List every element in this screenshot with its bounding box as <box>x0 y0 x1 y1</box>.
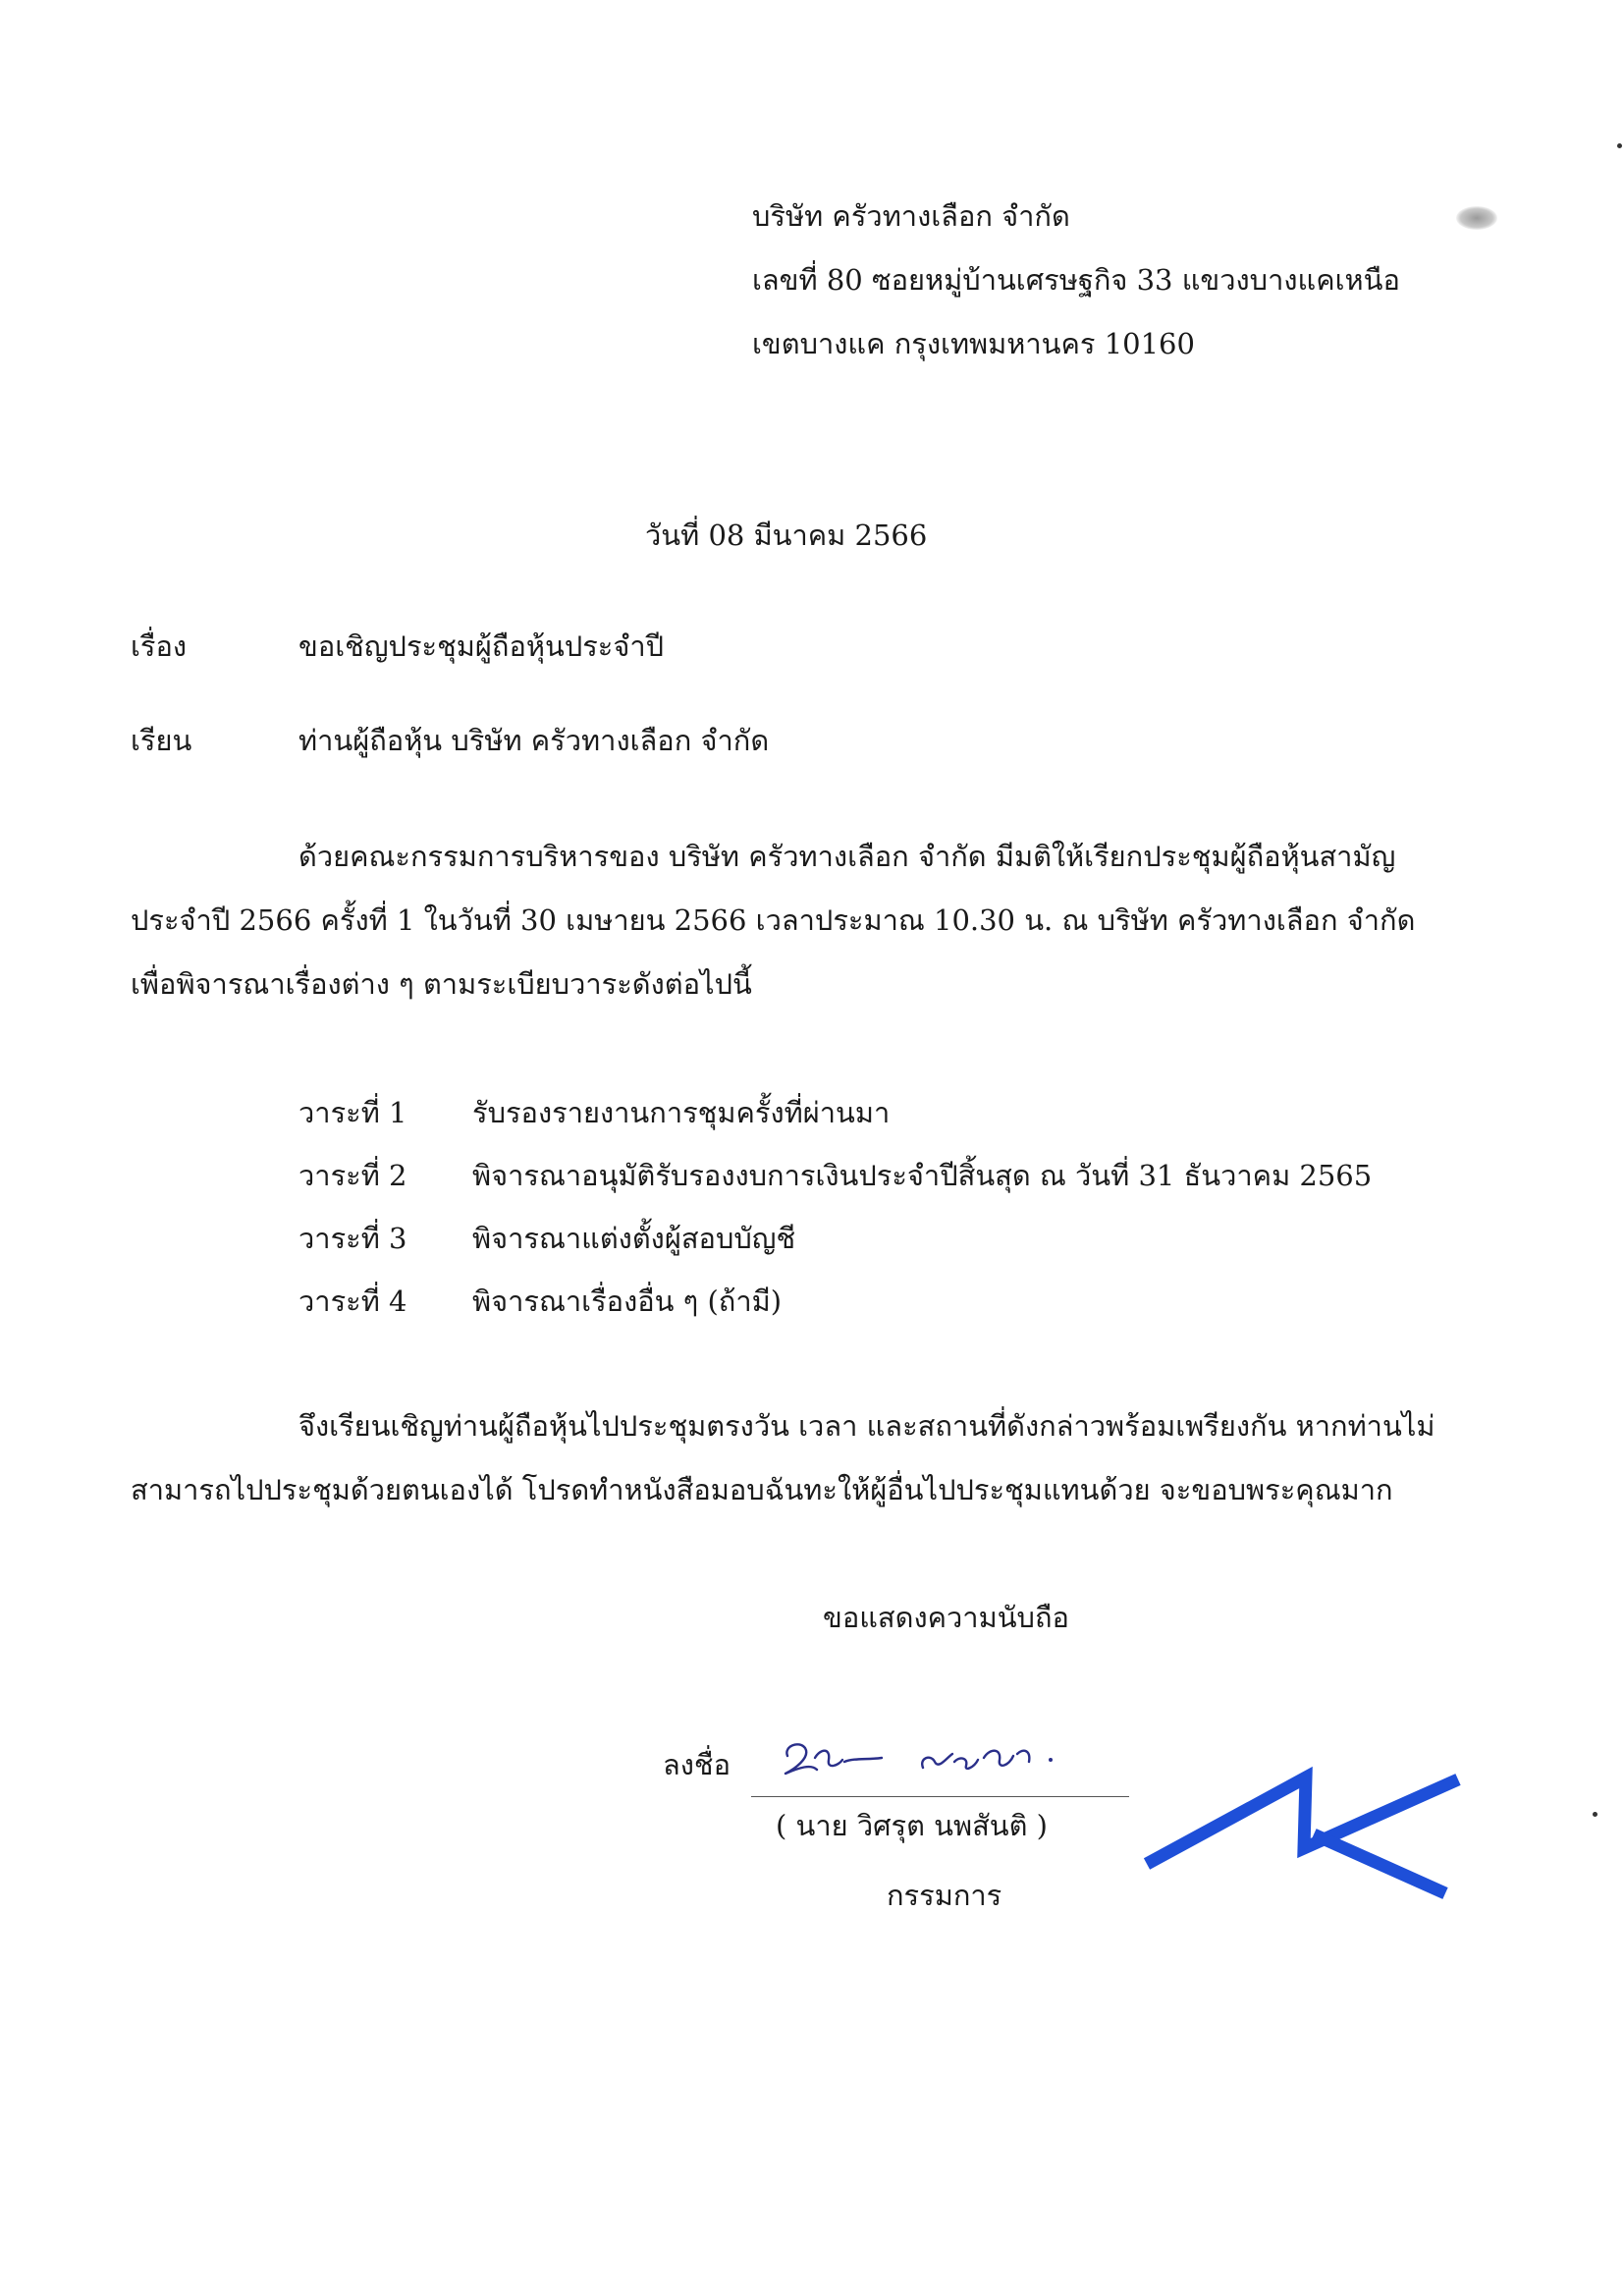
agenda-item-text: รับรองรายงานการชุมครั้งที่ผ่านมา <box>472 1096 891 1129</box>
signer-name: ( นาย วิศรุต นพสันติ ) <box>776 1809 1049 1842</box>
scan-smudge <box>1456 206 1497 230</box>
company-address-line-1: เลขที่ 80 ซอยหมู่บ้านเศรษฐกิจ 33 แขวงบางแคเหนือ <box>752 263 1400 297</box>
company-address-line-2: เขตบางแค กรุงเทพมหานคร 10160 <box>752 327 1195 360</box>
agenda-item-text: พิจารณาเรื่องอื่น ๆ (ถ้ามี) <box>472 1285 783 1318</box>
agenda-item-text: พิจารณาแต่งตั้งผู้สอบบัญชี <box>472 1222 796 1255</box>
agenda-item-label: วาระที่ 1 <box>298 1096 407 1129</box>
signature-label: ลงชื่อ <box>663 1748 731 1781</box>
scan-speck <box>1617 143 1622 148</box>
intro-line-1: ด้วยคณะกรรมการบริหารของ บริษัท ครัวทางเลือก จำกัด มีมติให้เรียกประชุมผู้ถือหุ้นสามัญ <box>298 840 1396 873</box>
sign-off: ขอแสดงความนับถือ <box>823 1601 1069 1634</box>
blue-stamp-mark <box>1139 1758 1473 1905</box>
scan-speck <box>1593 1812 1597 1817</box>
agenda-item-label: วาระที่ 2 <box>298 1159 407 1192</box>
subject-text: ขอเชิญประชุมผู้ถือหุ้นประจำปี <box>298 629 665 663</box>
letter-date: วันที่ 08 มีนาคม 2566 <box>645 519 928 552</box>
intro-line-2: ประจำปี 2566 ครั้งที่ 1 ในวันที่ 30 เมษายน 2566 เวลาประมาณ 10.30 น. ณ บริษัท ครัวทางเลือก จำกัด <box>131 903 1416 937</box>
agenda-item-label: วาระที่ 4 <box>298 1285 407 1318</box>
handwritten-signature <box>766 1719 1080 1797</box>
subject-label: เรื่อง <box>131 629 188 663</box>
company-name: บริษัท ครัวทางเลือก จำกัด <box>752 199 1070 233</box>
intro-line-3: เพื่อพิจารณาเรื่องต่าง ๆ ตามระเบียบวาระดังต่อไปนี้ <box>131 967 752 1001</box>
agenda-item-label: วาระที่ 3 <box>298 1222 407 1255</box>
closing-line-1: จึงเรียนเชิญท่านผู้ถือหุ้นไปประชุมตรงวัน เวลา และสถานที่ดังกล่าวพร้อมเพรียงกัน หากท่านไม่ <box>298 1409 1435 1443</box>
agenda-item-text: พิจารณาอนุมัติรับรองงบการเงินประจำปีสิ้นสุด ณ วันที่ 31 ธันวาคม 2565 <box>472 1159 1373 1192</box>
recipient-text: ท่านผู้ถือหุ้น บริษัท ครัวทางเลือก จำกัด <box>298 724 770 757</box>
signature-line <box>751 1796 1129 1797</box>
signer-title: กรรมการ <box>887 1879 1002 1912</box>
recipient-label: เรียน <box>131 724 192 757</box>
closing-line-2: สามารถไปประชุมด้วยตนเองได้ โปรดทำหนังสือมอบฉันทะให้ผู้อื่นไปประชุมแทนด้วย จะขอบพระคุณมาก <box>131 1473 1393 1506</box>
